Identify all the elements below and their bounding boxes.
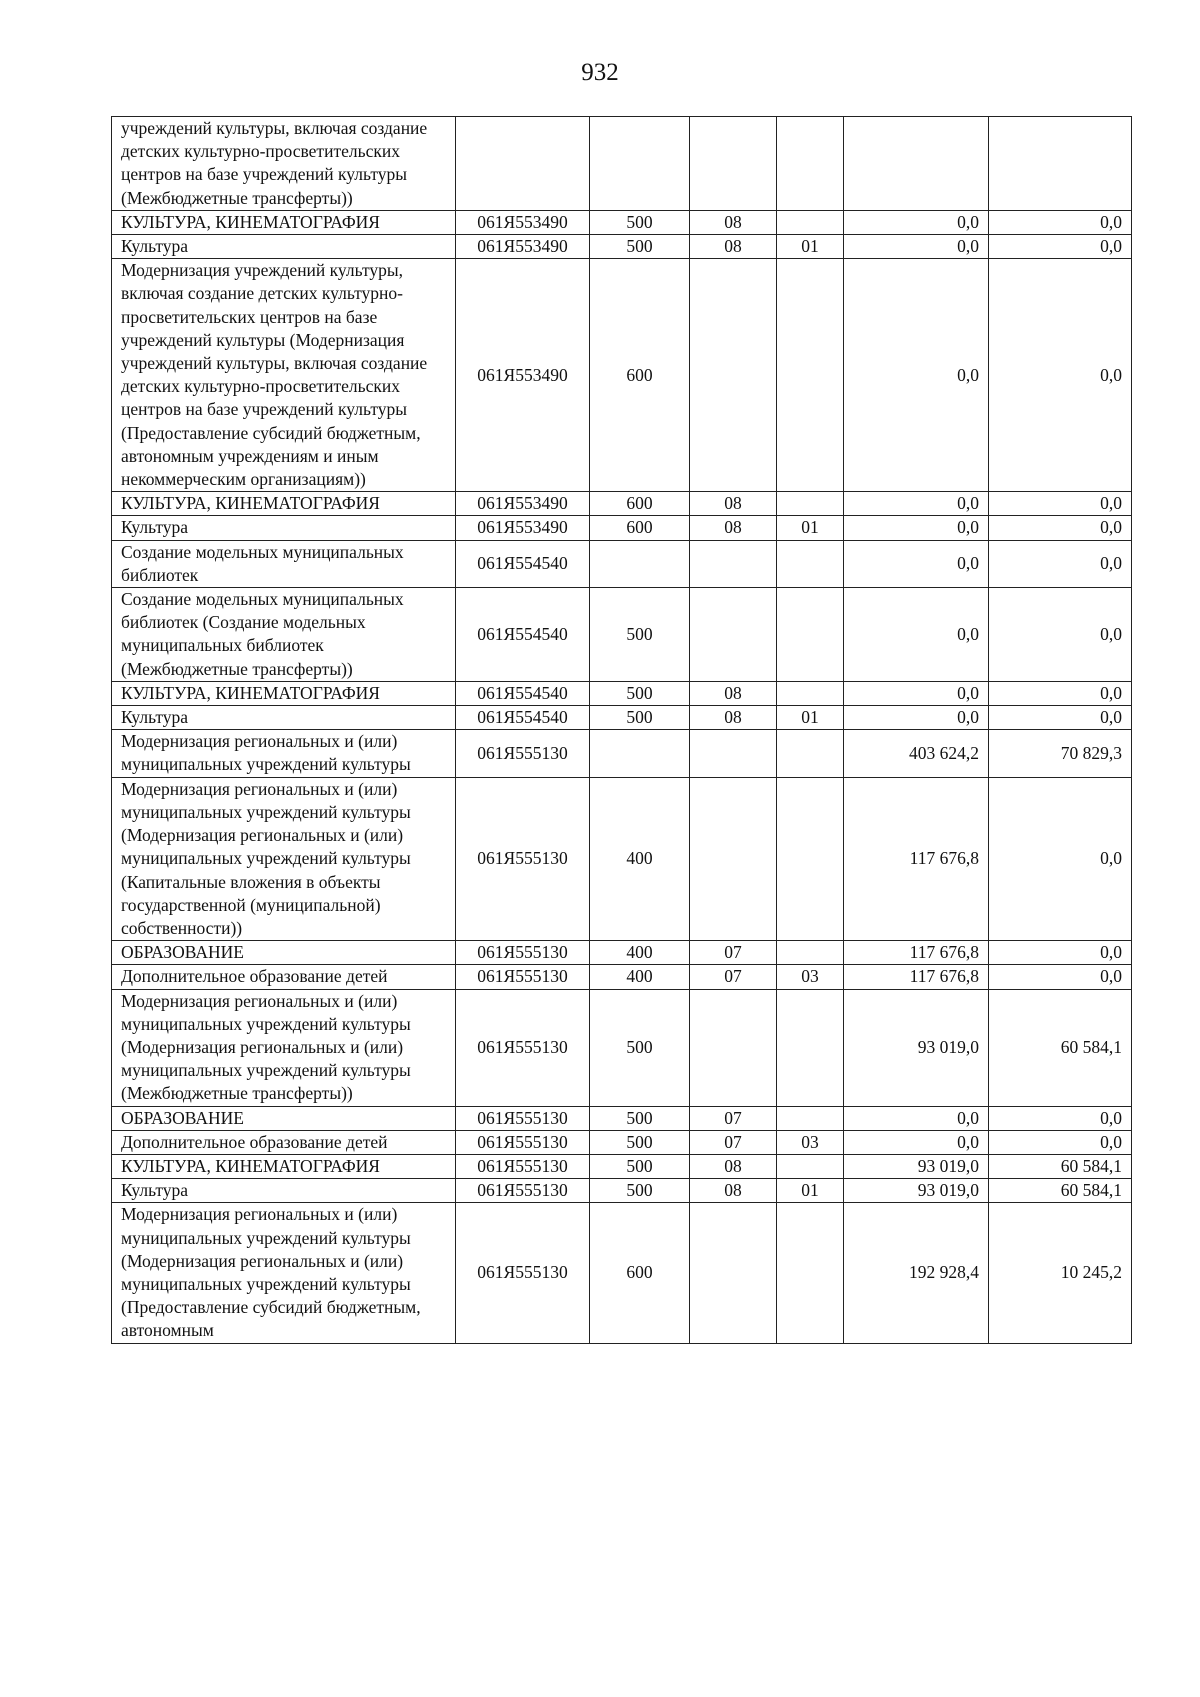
cell-amount-2: 60 584,1: [989, 1179, 1132, 1203]
cell-amount-1: 0,0: [844, 706, 989, 730]
cell-target-code: [456, 117, 590, 211]
cell-target-code: 061Я553490: [456, 492, 590, 516]
cell-target-code: 061Я555130: [456, 1203, 590, 1343]
cell-name: Модернизация учреждений культуры, включая создание детских культурно-просветительских центров на базе учреждений культуры (Модернизация учреждений культуры, включая создание детских культурно-просветительских центров на базе учреждений культуры (Предоставление субсидий бюджетным, автономным учреждениям и иным некоммерческим организациям)): [112, 259, 456, 492]
table-row: [112, 1203, 1132, 1343]
table-row: [112, 235, 1132, 259]
cell-amount-2: 0,0: [989, 235, 1132, 259]
table-row: [112, 588, 1132, 682]
table-row: [112, 681, 1132, 705]
table-row: [112, 706, 1132, 730]
cell-expense-type: 400: [590, 941, 690, 965]
cell-target-code: 061Я554540: [456, 588, 590, 682]
cell-expense-type: [590, 730, 690, 777]
table-row: [112, 1179, 1132, 1203]
cell-expense-type: [590, 117, 690, 211]
cell-section: 08: [690, 681, 777, 705]
cell-target-code: 061Я555130: [456, 1130, 590, 1154]
cell-amount-2: 70 829,3: [989, 730, 1132, 777]
cell-expense-type: 500: [590, 1106, 690, 1130]
cell-amount-2: 0,0: [989, 706, 1132, 730]
cell-expense-type: 500: [590, 1154, 690, 1178]
cell-amount-2: 10 245,2: [989, 1203, 1132, 1343]
cell-amount-2: 0,0: [989, 777, 1132, 940]
cell-target-code: 061Я554540: [456, 681, 590, 705]
cell-amount-1: [844, 117, 989, 211]
cell-amount-1: 93 019,0: [844, 1179, 989, 1203]
cell-section: [690, 117, 777, 211]
cell-subsection: [777, 1203, 844, 1343]
cell-amount-1: 117 676,8: [844, 965, 989, 989]
cell-expense-type: 400: [590, 965, 690, 989]
cell-expense-type: 600: [590, 1203, 690, 1343]
cell-subsection: [777, 989, 844, 1106]
table-row: [112, 965, 1132, 989]
cell-name: КУЛЬТУРА, КИНЕМАТОГРАФИЯ: [112, 492, 456, 516]
cell-amount-1: 0,0: [844, 210, 989, 234]
cell-amount-1: 0,0: [844, 1106, 989, 1130]
cell-subsection: [777, 1154, 844, 1178]
cell-target-code: 061Я555130: [456, 1154, 590, 1178]
cell-name: Модернизация региональных и (или) муниципальных учреждений культуры (Модернизация региональных и (или) муниципальных учреждений культуры (Предоставление субсидий бюджетным, автономным: [112, 1203, 456, 1343]
cell-target-code: 061Я555130: [456, 730, 590, 777]
cell-subsection: [777, 259, 844, 492]
cell-subsection: [777, 540, 844, 587]
cell-target-code: 061Я554540: [456, 706, 590, 730]
cell-name: ОБРАЗОВАНИЕ: [112, 941, 456, 965]
cell-target-code: 061Я553490: [456, 210, 590, 234]
cell-name: Модернизация региональных и (или) муниципальных учреждений культуры (Модернизация региональных и (или) муниципальных учреждений культуры (Межбюджетные трансферты)): [112, 989, 456, 1106]
cell-section: 08: [690, 492, 777, 516]
cell-expense-type: 500: [590, 235, 690, 259]
cell-amount-2: 0,0: [989, 210, 1132, 234]
table-row: [112, 259, 1132, 492]
cell-amount-1: 0,0: [844, 681, 989, 705]
cell-name: КУЛЬТУРА, КИНЕМАТОГРАФИЯ: [112, 210, 456, 234]
cell-expense-type: 600: [590, 259, 690, 492]
cell-subsection: 01: [777, 516, 844, 540]
cell-section: 08: [690, 1179, 777, 1203]
cell-target-code: 061Я555130: [456, 777, 590, 940]
cell-amount-1: 0,0: [844, 492, 989, 516]
cell-name: Культура: [112, 516, 456, 540]
cell-section: [690, 989, 777, 1106]
cell-subsection: [777, 1106, 844, 1130]
cell-name: Дополнительное образование детей: [112, 1130, 456, 1154]
cell-expense-type: [590, 540, 690, 587]
cell-name: Культура: [112, 706, 456, 730]
cell-amount-2: [989, 117, 1132, 211]
cell-subsection: 01: [777, 235, 844, 259]
table-row: [112, 210, 1132, 234]
table-row: [112, 730, 1132, 777]
cell-subsection: [777, 588, 844, 682]
cell-section: 08: [690, 1154, 777, 1178]
cell-amount-1: 0,0: [844, 259, 989, 492]
cell-amount-2: 0,0: [989, 492, 1132, 516]
cell-amount-2: 60 584,1: [989, 1154, 1132, 1178]
cell-amount-2: 0,0: [989, 941, 1132, 965]
cell-target-code: 061Я555130: [456, 1179, 590, 1203]
table-row: [112, 1154, 1132, 1178]
cell-expense-type: 600: [590, 516, 690, 540]
cell-amount-2: 0,0: [989, 259, 1132, 492]
cell-amount-1: 0,0: [844, 235, 989, 259]
cell-subsection: [777, 210, 844, 234]
cell-section: 07: [690, 941, 777, 965]
cell-subsection: [777, 117, 844, 211]
table-row: [112, 1106, 1132, 1130]
table-row: [112, 941, 1132, 965]
cell-name: Модернизация региональных и (или) муниципальных учреждений культуры: [112, 730, 456, 777]
cell-subsection: [777, 941, 844, 965]
cell-target-code: 061Я555130: [456, 989, 590, 1106]
cell-section: 08: [690, 210, 777, 234]
cell-name: Дополнительное образование детей: [112, 965, 456, 989]
cell-amount-1: 0,0: [844, 1130, 989, 1154]
cell-amount-2: 0,0: [989, 681, 1132, 705]
cell-expense-type: 500: [590, 706, 690, 730]
cell-subsection: 03: [777, 965, 844, 989]
cell-section: [690, 588, 777, 682]
table-row: [112, 989, 1132, 1106]
cell-section: [690, 1203, 777, 1343]
cell-name: Создание модельных муниципальных библиотек (Создание модельных муниципальных библиотек (Межбюджетные трансферты)): [112, 588, 456, 682]
cell-name: учреждений культуры, включая создание детских культурно-просветительских центров на базе учреждений культуры (Межбюджетные трансферты)): [112, 117, 456, 211]
cell-name: Культура: [112, 235, 456, 259]
table-row: [112, 492, 1132, 516]
cell-target-code: 061Я553490: [456, 235, 590, 259]
table-row: [112, 117, 1132, 211]
cell-amount-2: 0,0: [989, 540, 1132, 587]
cell-amount-2: 0,0: [989, 588, 1132, 682]
table-row: [112, 516, 1132, 540]
cell-subsection: 01: [777, 1179, 844, 1203]
cell-amount-2: 0,0: [989, 1130, 1132, 1154]
cell-amount-1: 93 019,0: [844, 989, 989, 1106]
budget-table: [111, 116, 1132, 1344]
cell-amount-2: 0,0: [989, 516, 1132, 540]
cell-section: [690, 540, 777, 587]
cell-section: 07: [690, 965, 777, 989]
table-row: [112, 777, 1132, 940]
cell-amount-1: 0,0: [844, 540, 989, 587]
cell-subsection: [777, 681, 844, 705]
cell-section: 08: [690, 235, 777, 259]
cell-name: ОБРАЗОВАНИЕ: [112, 1106, 456, 1130]
cell-amount-2: 0,0: [989, 1106, 1132, 1130]
cell-name: Модернизация региональных и (или) муниципальных учреждений культуры (Модернизация региональных и (или) муниципальных учреждений культуры (Капитальные вложения в объекты государственной (муниципальной) собственности)): [112, 777, 456, 940]
cell-section: [690, 777, 777, 940]
cell-amount-2: 0,0: [989, 965, 1132, 989]
cell-target-code: 061Я553490: [456, 259, 590, 492]
cell-expense-type: 500: [590, 989, 690, 1106]
cell-amount-1: 403 624,2: [844, 730, 989, 777]
cell-expense-type: 500: [590, 210, 690, 234]
cell-name: КУЛЬТУРА, КИНЕМАТОГРАФИЯ: [112, 1154, 456, 1178]
cell-amount-2: 60 584,1: [989, 989, 1132, 1106]
table-row: [112, 540, 1132, 587]
cell-amount-1: 117 676,8: [844, 941, 989, 965]
cell-expense-type: 500: [590, 1130, 690, 1154]
cell-section: [690, 259, 777, 492]
cell-section: 07: [690, 1106, 777, 1130]
cell-subsection: 01: [777, 706, 844, 730]
page-number: 932: [581, 59, 619, 86]
cell-section: 08: [690, 706, 777, 730]
cell-target-code: 061Я555130: [456, 965, 590, 989]
cell-section: [690, 730, 777, 777]
cell-expense-type: 500: [590, 588, 690, 682]
cell-target-code: 061Я555130: [456, 941, 590, 965]
cell-subsection: [777, 777, 844, 940]
cell-expense-type: 600: [590, 492, 690, 516]
cell-expense-type: 400: [590, 777, 690, 940]
cell-target-code: 061Я554540: [456, 540, 590, 587]
cell-expense-type: 500: [590, 681, 690, 705]
cell-target-code: 061Я555130: [456, 1106, 590, 1130]
cell-section: 07: [690, 1130, 777, 1154]
cell-target-code: 061Я553490: [456, 516, 590, 540]
cell-name: КУЛЬТУРА, КИНЕМАТОГРАФИЯ: [112, 681, 456, 705]
cell-subsection: [777, 730, 844, 777]
cell-amount-1: 192 928,4: [844, 1203, 989, 1343]
cell-name: Создание модельных муниципальных библиотек: [112, 540, 456, 587]
cell-section: 08: [690, 516, 777, 540]
cell-expense-type: 500: [590, 1179, 690, 1203]
cell-amount-1: 93 019,0: [844, 1154, 989, 1178]
cell-amount-1: 0,0: [844, 588, 989, 682]
cell-name: Культура: [112, 1179, 456, 1203]
cell-subsection: [777, 492, 844, 516]
cell-amount-1: 0,0: [844, 516, 989, 540]
table-row: [112, 1130, 1132, 1154]
cell-amount-1: 117 676,8: [844, 777, 989, 940]
cell-subsection: 03: [777, 1130, 844, 1154]
